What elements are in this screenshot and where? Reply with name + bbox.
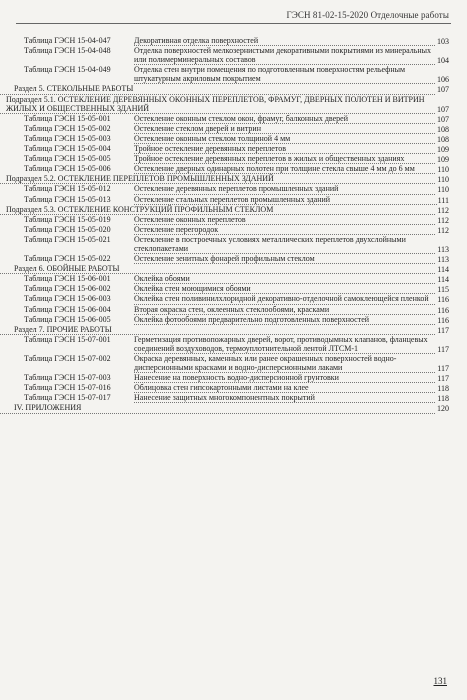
toc-entry-page: 104	[437, 56, 449, 66]
toc-table-entry[interactable]	[0, 393, 467, 403]
toc-entry-code: Таблица ГЭСН 15-07-003	[24, 373, 111, 383]
header-rule	[16, 23, 451, 24]
toc-entry-title: Нанесение защитных многокомпонентных покрытий	[134, 393, 437, 403]
toc-entry-code: Таблица ГЭСН 15-05-002	[24, 123, 111, 133]
toc-entry-page: 114	[437, 275, 449, 285]
toc-table-entry[interactable]	[0, 354, 467, 373]
toc-entry-code: Таблица ГЭСН 15-05-003	[24, 133, 111, 143]
toc-entry-code: Таблица ГЭСН 15-05-004	[24, 144, 111, 154]
toc-entry-page: 113	[437, 244, 449, 254]
table-of-contents	[0, 36, 467, 414]
toc-entry-title: Тройное остекление деревянных переплетов в жилых и общественных зданиях	[134, 154, 437, 164]
toc-table-entry[interactable]	[0, 164, 467, 174]
toc-entry-code: Таблица ГЭСН 15-05-019	[24, 214, 111, 224]
toc-entry-title: IV. ПРИЛОЖЕНИЯ	[0, 403, 437, 413]
toc-entry-code: Таблица ГЭСН 15-06-003	[24, 294, 111, 304]
toc-entry-page: 103	[437, 37, 449, 46]
toc-entry-page: 111	[437, 195, 449, 205]
toc-entry-title: Остекление стальных переплетов промышленных зданий	[134, 195, 437, 205]
toc-entry-title: Остекление стеклом дверей и витрин	[134, 124, 437, 134]
toc-entry-page: 112	[437, 215, 449, 225]
toc-section-entry[interactable]	[0, 403, 467, 413]
toc-table-entry[interactable]	[0, 284, 467, 294]
toc-entry-title: Отделка поверхностей мелкозернистыми декоративными покрытиями из минеральных или полимерминеральных составов	[134, 46, 437, 65]
toc-entry-page: 108	[437, 134, 449, 144]
toc-entry-title: Остекление оконным стеклом окон, фрамуг, балконных дверей	[134, 114, 437, 124]
toc-table-entry[interactable]	[0, 46, 467, 65]
toc-entry-title: Отделка стен внутри помещения по подготовленным поверхностям рельефным штукатурным акриловым покрытием	[134, 65, 437, 84]
toc-entry-page: 108	[437, 124, 449, 134]
toc-entry-page: 118	[437, 394, 449, 404]
toc-table-entry[interactable]	[0, 235, 467, 254]
toc-entry-page: 117	[437, 364, 449, 374]
toc-entry-code: Таблица ГЭСН 15-05-021	[24, 234, 111, 244]
toc-entry-code: Таблица ГЭСН 15-06-001	[24, 274, 111, 284]
toc-entry-page: 116	[437, 295, 449, 305]
toc-subsection-entry[interactable]	[0, 174, 467, 184]
toc-entry-title: Остекление перегородок	[134, 225, 437, 235]
running-header: ГЭСН 81-02-15-2020 Отделочные работы	[286, 10, 449, 20]
toc-entry-page: 113	[437, 255, 449, 265]
toc-entry-code: Таблица ГЭСН 15-05-012	[24, 184, 111, 194]
toc-entry-page: 116	[437, 315, 449, 325]
toc-table-entry[interactable]	[0, 154, 467, 164]
toc-entry-title: Остекление оконным стеклом толщиной 4 мм	[134, 134, 437, 144]
toc-entry-code: Таблица ГЭСН 15-05-005	[24, 154, 111, 164]
toc-entry-code: Таблица ГЭСН 15-04-047	[24, 36, 111, 45]
toc-entry-page: 115	[437, 285, 449, 295]
toc-table-entry[interactable]	[0, 225, 467, 235]
toc-table-entry[interactable]	[0, 315, 467, 325]
toc-entry-title: Декоративная отделка поверхностей	[134, 36, 437, 46]
toc-subsection-entry[interactable]	[0, 95, 467, 114]
page-number: 131	[433, 676, 447, 686]
toc-entry-code: Таблица ГЭСН 15-05-022	[24, 254, 111, 264]
toc-table-entry[interactable]	[0, 124, 467, 134]
toc-entry-title: Оклейка обоями	[134, 274, 437, 284]
toc-entry-page: 110	[437, 175, 449, 185]
toc-entry-page: 117	[437, 344, 449, 354]
toc-entry-page: 114	[437, 265, 449, 275]
toc-entry-title: Остекление зенитных фонарей профильным стеклом	[134, 254, 437, 264]
toc-entry-page: 112	[437, 205, 449, 215]
toc-entry-code: Таблица ГЭСН 15-05-020	[24, 224, 111, 234]
toc-entry-title: Подраздел 5.3. ОСТЕКЛЕНИЕ КОНСТРУКЦИЙ ПРОФИЛЬНЫМ СТЕКЛОМ	[0, 205, 437, 215]
toc-table-entry[interactable]	[0, 65, 467, 84]
toc-entry-code: Таблица ГЭСН 15-05-006	[24, 164, 111, 174]
toc-subsection-entry[interactable]	[0, 205, 467, 215]
toc-entry-code: Таблица ГЭСН 15-06-002	[24, 284, 111, 294]
toc-entry-code: Таблица ГЭСН 15-04-049	[24, 65, 111, 75]
toc-entry-page: 109	[437, 145, 449, 155]
toc-entry-title: Оклейка стен поливинилхлоридной декоративно-отделочной самоклеющейся пленкой	[134, 294, 437, 304]
toc-entry-page: 110	[437, 165, 449, 175]
toc-entry-page: 107	[437, 114, 449, 124]
toc-entry-title: Облицовка стен гипсокартонными листами на клее	[134, 383, 437, 393]
toc-entry-code: Таблица ГЭСН 15-04-048	[24, 46, 111, 56]
toc-entry-title: Остекление оконных переплетов	[134, 215, 437, 225]
toc-entry-page: 120	[437, 404, 449, 414]
toc-entry-title: Подраздел 5.2. ОСТЕКЛЕНИЕ ПЕРЕПЛЕТОВ ПРОМЫШЛЕННЫХ ЗДАНИЙ	[0, 174, 437, 184]
toc-table-entry[interactable]	[0, 114, 467, 124]
toc-table-entry[interactable]	[0, 144, 467, 154]
toc-entry-title: Остекление деревянных переплетов промышленных зданий	[134, 184, 437, 194]
toc-section-entry[interactable]	[0, 264, 467, 274]
toc-entry-title: Подраздел 5.1. ОСТЕКЛЕНИЕ ДЕРЕВЯННЫХ ОКОННЫХ ПЕРЕПЛЕТОВ, ФРАМУГ, ДВЕРНЫХ ПОЛОТЕН И ВИТРИН ЖИЛЫХ И ОБЩЕСТВЕННЫХ ЗДАНИЙ	[0, 95, 437, 114]
toc-entry-page: 107	[437, 104, 449, 114]
toc-entry-title: Окраска деревянных, каменных или ранее окрашенных поверхностей водно-дисперсионными красками и водно-дисперсионными лаками	[134, 354, 437, 373]
toc-entry-page: 107	[437, 85, 449, 95]
toc-table-entry[interactable]	[0, 335, 467, 354]
toc-entry-title: Нанесение на поверхность водно-дисперсионной грунтовки	[134, 373, 437, 383]
toc-table-entry[interactable]	[0, 184, 467, 194]
toc-entry-title: Оклейка фотообоями предварительно подготовленных поверхностей	[134, 315, 437, 325]
toc-entry-code: Таблица ГЭСН 15-05-001	[24, 113, 111, 123]
toc-table-entry[interactable]	[0, 274, 467, 284]
toc-entry-title: Раздел 7. ПРОЧИЕ РАБОТЫ	[0, 325, 437, 335]
toc-table-entry[interactable]	[0, 254, 467, 264]
toc-entry-page: 117	[437, 325, 449, 335]
toc-entry-page: 118	[437, 384, 449, 394]
toc-table-entry[interactable]	[0, 134, 467, 144]
toc-entry-title: Раздел 5. СТЕКОЛЬНЫЕ РАБОТЫ	[0, 84, 437, 94]
toc-entry-page: 110	[437, 185, 449, 195]
toc-entry-page: 116	[437, 305, 449, 315]
toc-section-entry[interactable]	[0, 325, 467, 335]
toc-entry-code: Таблица ГЭСН 15-06-004	[24, 304, 111, 314]
toc-entry-title: Тройное остекление деревянных переплетов	[134, 144, 437, 154]
toc-table-entry[interactable]	[0, 305, 467, 315]
toc-section-entry[interactable]	[0, 84, 467, 94]
toc-entry-code: Таблица ГЭСН 15-05-013	[24, 194, 111, 204]
toc-entry-title: Герметизация противопожарных дверей, ворот, противодымных клапанов, фланцевых соединений воздуховодов, термоуплотнительной лентой ЛТСМ-1	[134, 335, 437, 354]
toc-table-entry[interactable]	[0, 195, 467, 205]
toc-entry-page: 106	[437, 75, 449, 85]
toc-entry-page: 109	[437, 155, 449, 165]
toc-entry-page: 112	[437, 225, 449, 235]
toc-entry-title: Вторая окраска стен, оклеенных стеклообоями, красками	[134, 305, 437, 315]
toc-entry-title: Остекление в построечных условиях металлических переплетов двухслойными стеклопакетами	[134, 235, 437, 254]
toc-entry-title: Остекление дверных одинарных полотен при толщине стекла свыше 4 мм до 6 мм	[134, 164, 437, 174]
toc-table-entry[interactable]	[0, 383, 467, 393]
toc-table-entry[interactable]	[0, 215, 467, 225]
toc-entry-title: Раздел 6. ОБОЙНЫЕ РАБОТЫ	[0, 264, 437, 274]
toc-table-entry[interactable]	[0, 373, 467, 383]
toc-entry-code: Таблица ГЭСН 15-07-016	[24, 383, 111, 393]
toc-entry-page: 117	[437, 374, 449, 384]
toc-table-entry[interactable]	[0, 36, 467, 46]
toc-entry-code: Таблица ГЭСН 15-07-001	[24, 334, 111, 344]
toc-entry-title: Оклейка стен моющимися обоями	[134, 284, 437, 294]
toc-entry-code: Таблица ГЭСН 15-07-017	[24, 393, 111, 403]
toc-table-entry[interactable]	[0, 294, 467, 304]
toc-entry-code: Таблица ГЭСН 15-07-002	[24, 354, 111, 363]
toc-entry-code: Таблица ГЭСН 15-06-005	[24, 314, 111, 324]
